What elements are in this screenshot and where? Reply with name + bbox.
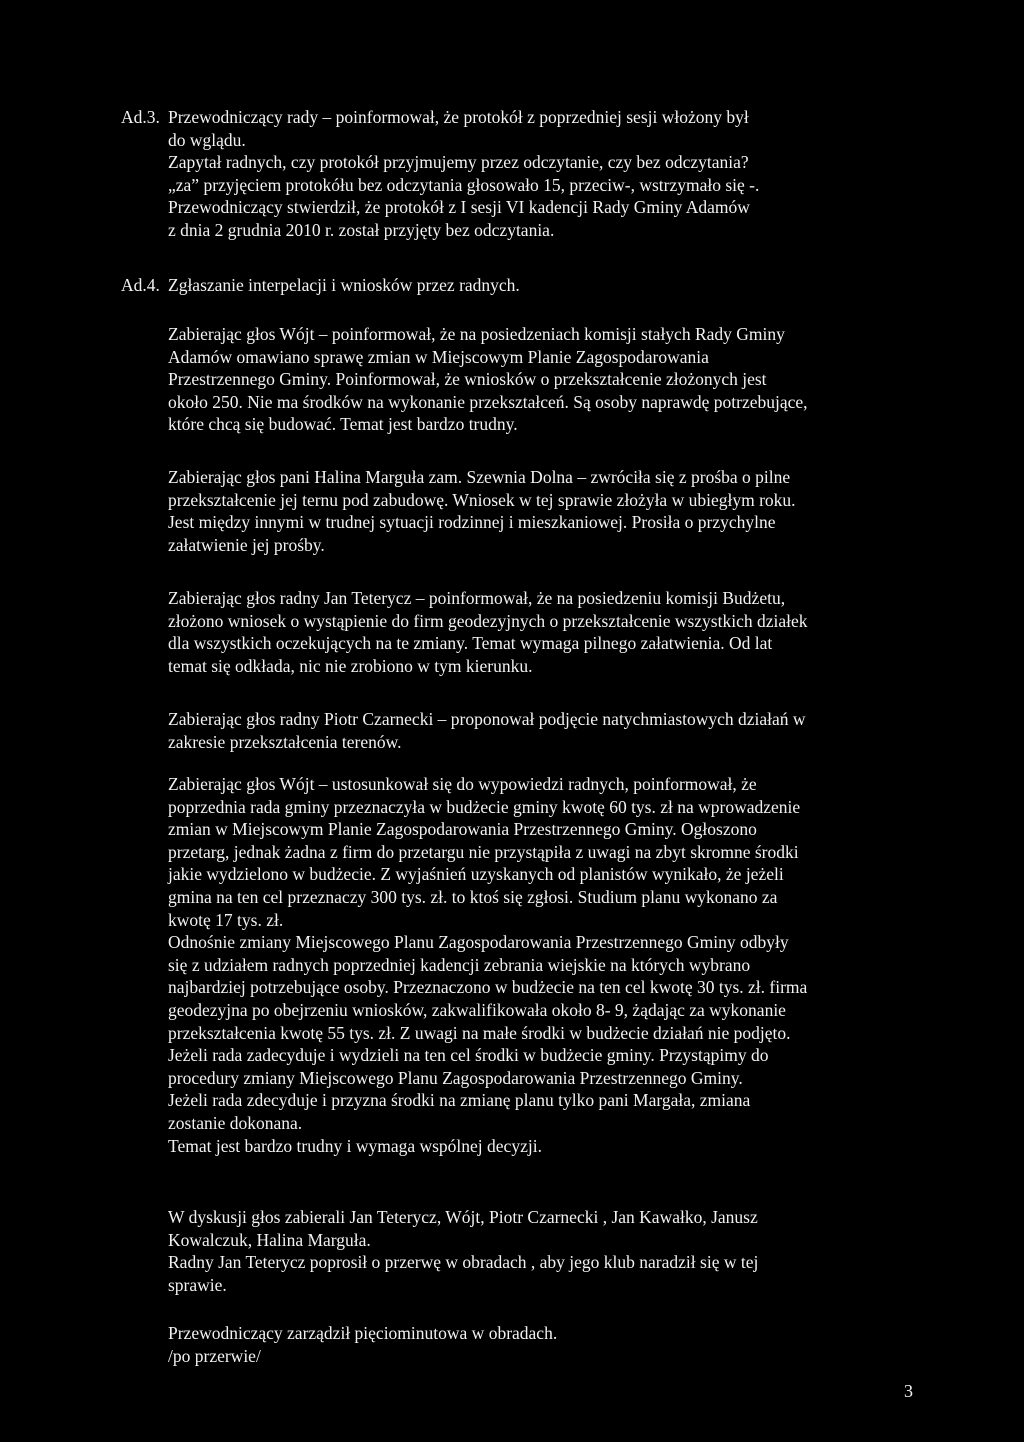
- paragraph-line: zmian w Miejscowym Planie Zagospodarowania Przestrzennego Gminy. Ogłoszono: [168, 819, 757, 840]
- paragraph-line: Jeżeli rada zadecyduje i wydzieli na ten cel środki w budżecie gminy. Przystąpimy do: [168, 1045, 769, 1066]
- page-number: 3: [904, 1381, 913, 1401]
- paragraph-line: najbardziej potrzebujące osoby. Przeznaczono w budżecie na ten cel kwotę 30 tys. zł. firma: [168, 977, 808, 998]
- paragraph-line: przekształcenia kwotę 55 tys. zł. Z uwagi na małe środki w budżecie działań nie podjęto.: [168, 1022, 791, 1043]
- paragraph-line: Przestrzennego Gminy. Poinformował, że wniosków o przekształcenie złożonych jest: [168, 369, 767, 390]
- paragraph-line: Zabierając głos Wójt – ustosunkował się do wypowiedzi radnych, poinformował, że: [168, 774, 757, 794]
- section-text-line: „za” przyjęciem protokółu bez odczytania głosowało 15, przeciw-, wstrzymało się -.: [168, 174, 760, 195]
- paragraph-line: Temat jest bardzo trudny i wymaga wspólnej decyzji.: [168, 1135, 542, 1156]
- paragraph-line: Odnośnie zmiany Miejscowego Planu Zagospodarowania Przestrzennego Gminy odbyły: [168, 932, 789, 953]
- section-text-line: do wglądu.: [168, 129, 246, 150]
- paragraph-line: gmina na ten cel przeznaczy 300 tys. zł. to ktoś się zgłosi. Studium planu wykonano za: [168, 887, 778, 907]
- section-text-line: Zapytał radnych, czy protokół przyjmujemy przez odczytanie, czy bez odczytania?: [168, 152, 749, 173]
- paragraph-line: procedury zmiany Miejscowego Planu Zagospodarowania Przestrzennego Gminy.: [168, 1067, 743, 1088]
- paragraph-line: Radny Jan Teterycz poprosił o przerwę w obradach , aby jego klub naradził się w tej: [168, 1252, 759, 1273]
- paragraph-line: W dyskusji głos zabierali Jan Teterycz, Wójt, Piotr Czarnecki , Jan Kawałko, Janusz: [168, 1207, 758, 1227]
- paragraph-line: jakie wydzielono w budżecie. Z wyjaśnień uzyskanych od planistów wynikało, że jeżeli: [168, 864, 784, 885]
- paragraph-line: sprawie.: [168, 1274, 227, 1295]
- paragraph-line: się z udziałem radnych poprzedniej kadencji zebrania wiejskie na których wybrano: [168, 954, 751, 975]
- paragraph-line: geodezyjna po obejrzeniu wniosków, zakwalifikowała około 8- 9, żądając za wykonanie: [168, 1000, 786, 1020]
- paragraph-line: przetarg, jednak żadna z firm do przetargu nie przystąpiła z uwagi na zbyt skromne środki: [168, 841, 799, 862]
- paragraph-line: poprzednia rada gminy przeznaczyła w budżecie gminy kwotę 60 tys. zł na wprowadzenie: [168, 796, 801, 817]
- section-text-line: Przewodniczący rady – poinformował, że protokół z poprzedniej sesji włożony był: [168, 107, 749, 127]
- paragraph-line: temat się odkłada, nic nie zrobiono w tym kierunku.: [168, 655, 533, 676]
- section-label: Ad.3.: [121, 107, 160, 127]
- paragraph-line: Zabierając głos Wójt – poinformował, że na posiedzeniach komisji stałych Rady Gminy: [168, 324, 785, 344]
- paragraph-line: /po przerwie/: [168, 1345, 261, 1366]
- paragraph-line: Jeżeli rada zdecyduje i przyzna środki na zmianę planu tylko pani Margała, zmiana: [168, 1090, 751, 1111]
- paragraph-line: kwotę 17 tys. zł.: [168, 909, 284, 930]
- paragraph-line: Przewodniczący zarządził pięciominutowa w obradach.: [168, 1323, 558, 1343]
- paragraph-line: Zabierając głos pani Halina Marguła zam. Szewnia Dolna – zwróciła się z prośba o pilne: [168, 467, 791, 487]
- section-text-line: Zgłaszanie interpelacji i wniosków przez radnych.: [168, 275, 520, 295]
- paragraph-line: Adamów omawiano sprawę zmian w Miejscowym Planie Zagospodarowania: [168, 346, 709, 367]
- paragraph-line: zakresie przekształcenia terenów.: [168, 731, 402, 752]
- section-text-line: z dnia 2 grudnia 2010 r. został przyjęty bez odczytania.: [168, 220, 555, 240]
- paragraph-line: dla wszystkich oczekujących na te zmiany. Temat wymaga pilnego załatwienia. Od lat: [168, 633, 773, 654]
- paragraph-line: Kowalczuk, Halina Marguła.: [168, 1229, 371, 1250]
- paragraph-line: przekształcenie jej ternu pod zabudowę. Wniosek w tej sprawie złożyła w ubiegłym roku.: [168, 489, 796, 510]
- paragraph-line: Zabierając głos radny Piotr Czarnecki – proponował podjęcie natychmiastowych działań w: [168, 709, 806, 729]
- paragraph-line: złożono wniosek o wystąpienie do firm geodezyjnych o przekształcenie wszystkich działek: [168, 610, 808, 631]
- paragraph-line: Jest między innymi w trudnej sytuacji rodzinnej i mieszkaniowej. Prosiła o przychylne: [168, 512, 776, 533]
- paragraph-line: załatwienie jej prośby.: [168, 534, 325, 555]
- paragraph-line: Zabierając głos radny Jan Teterycz – poinformował, że na posiedzeniu komisji Budżetu,: [168, 588, 786, 608]
- section-text-line: Przewodniczący stwierdził, że protokół z I sesji VI kadencji Rady Gminy Adamów: [168, 197, 750, 218]
- paragraph-line: które chcą się budować. Temat jest bardzo trudny.: [168, 414, 518, 435]
- paragraph-line: około 250. Nie ma środków na wykonanie przekształceń. Są osoby naprawdę potrzebujące,: [168, 391, 808, 412]
- paragraph-line: zostanie dokonana.: [168, 1113, 303, 1133]
- section-label: Ad.4.: [121, 275, 160, 295]
